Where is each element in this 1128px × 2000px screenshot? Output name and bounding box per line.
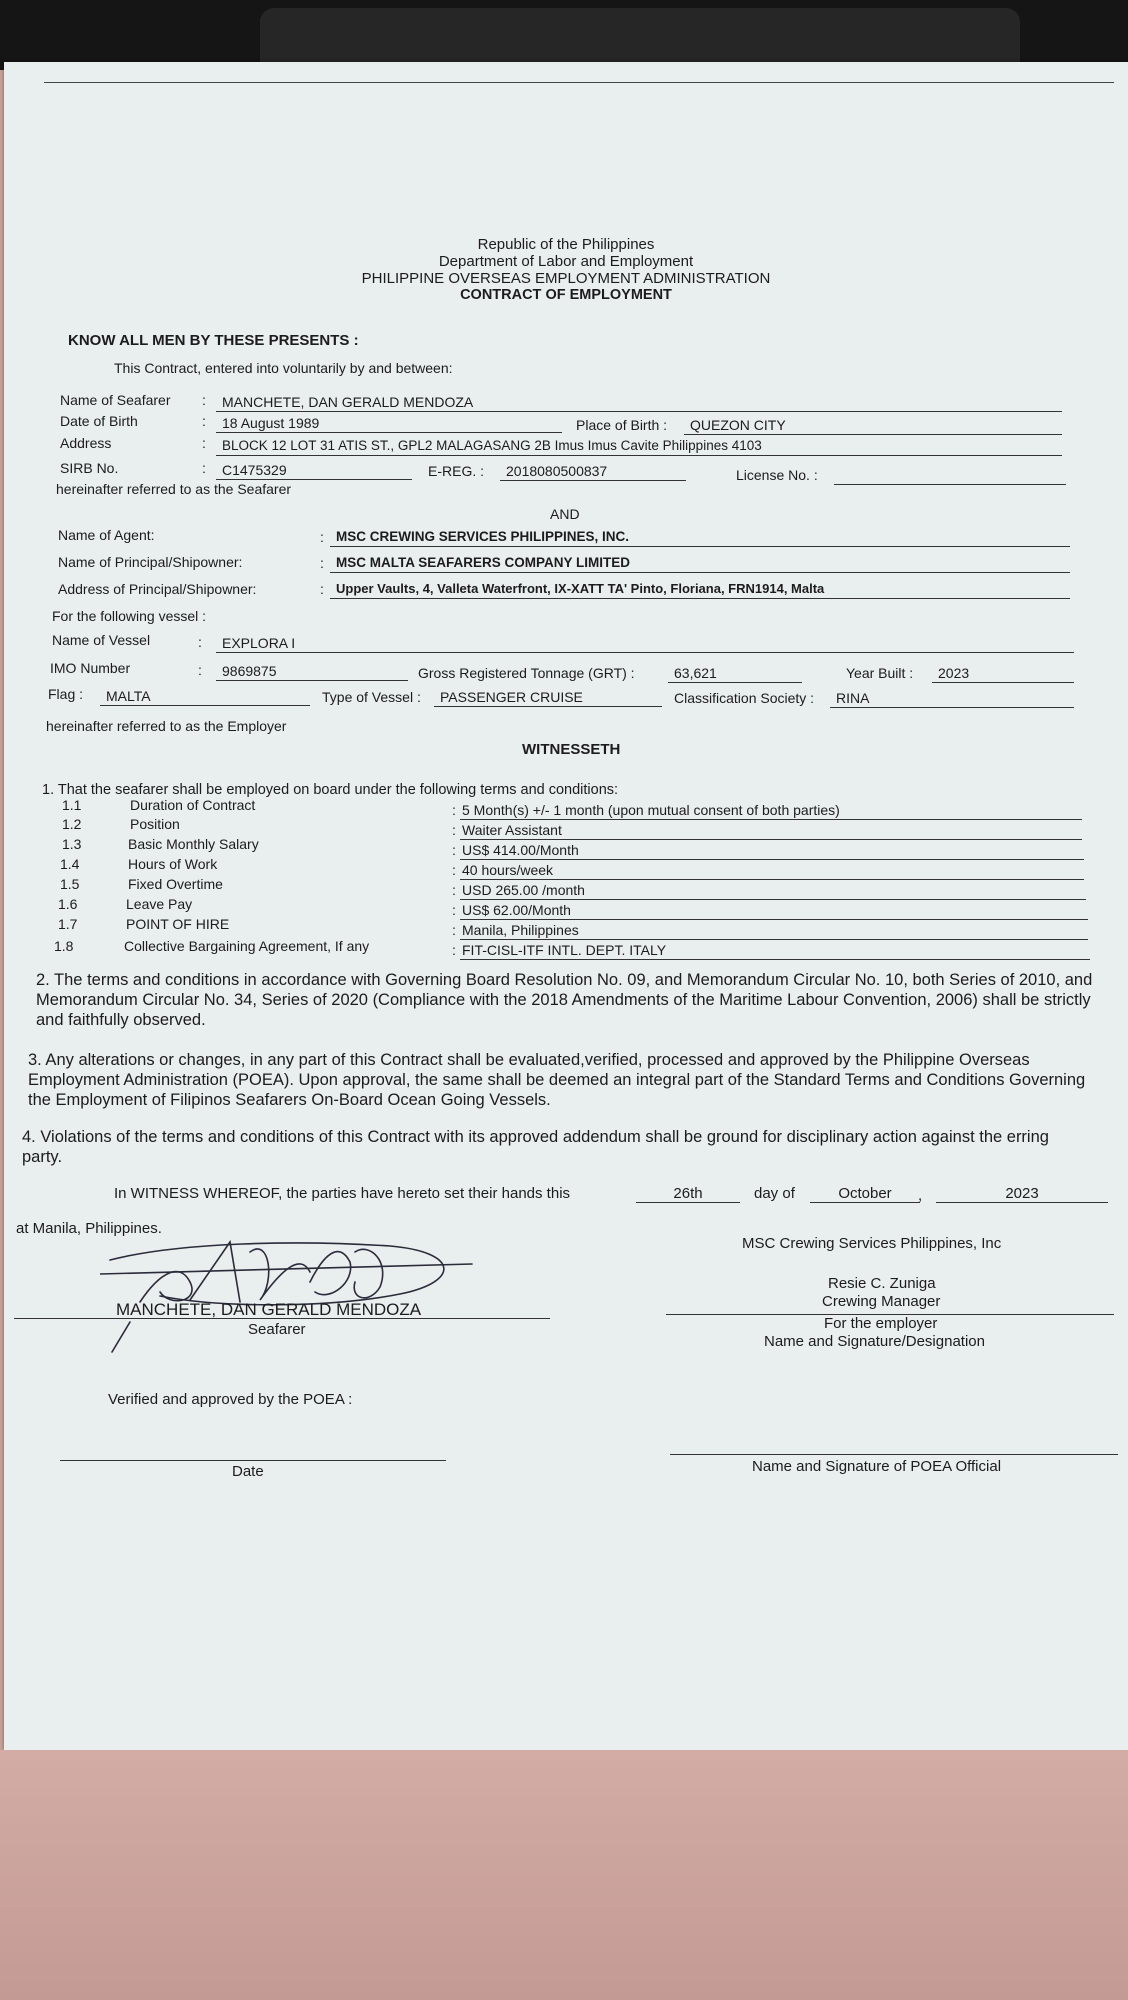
term-label: Hours of Work [128, 856, 218, 872]
employer-referred: hereinafter referred to as the Employer [46, 718, 287, 734]
date-signature-line [60, 1460, 446, 1461]
year-label: Year Built : [846, 665, 914, 681]
vessel-name: EXPLORA I [216, 635, 1074, 653]
header-title: CONTRACT OF EMPLOYMENT [460, 287, 672, 303]
contract-document [4, 62, 1128, 1750]
poea-signature-line [670, 1454, 1118, 1455]
colon: : [320, 581, 324, 597]
verified-text: Verified and approved by the POEA : [108, 1391, 353, 1408]
colon: : [202, 435, 206, 451]
vessel-name-label: Name of Vessel [52, 632, 151, 648]
year-value: 2023 [932, 665, 1074, 683]
term-number: 1.4 [60, 856, 80, 872]
colon: : [452, 842, 456, 858]
term-value: US$ 414.00/Month [460, 842, 1084, 860]
colon: : [452, 942, 456, 958]
term-label: Collective Bargaining Agreement, If any [124, 938, 370, 954]
colon: : [202, 413, 206, 429]
term-label: POINT OF HIRE [126, 916, 230, 932]
term-value: 5 Month(s) +/- 1 month (upon mutual consent of both parties) [460, 802, 1082, 820]
colon: : [452, 922, 456, 938]
intro-text: This Contract, entered into voluntarily by and between: [114, 360, 453, 376]
grt-value: 63,621 [668, 665, 802, 683]
colon: : [198, 662, 202, 678]
grt-label: Gross Registered Tonnage (GRT) : [418, 665, 635, 681]
term-number: 1.3 [62, 836, 82, 852]
seafarer-signature-icon [100, 1212, 480, 1362]
background-object [260, 8, 1020, 70]
term-label: Fixed Overtime [128, 876, 223, 892]
header-poea: PHILIPPINE OVERSEAS EMPLOYMENT ADMINISTRATION [361, 270, 771, 287]
colon: : [202, 460, 206, 476]
employer-name: Resie C. Zuniga [828, 1275, 936, 1292]
dob-value: 18 August 1989 [216, 415, 562, 433]
poea-label: Name and Signature of POEA Official [752, 1458, 1002, 1475]
vessel-intro: For the following vessel : [52, 608, 207, 624]
term-value: Waiter Assistant [460, 822, 1082, 840]
pob-label: Place of Birth : [576, 417, 668, 433]
term-number: 1.5 [60, 876, 80, 892]
pob-value: QUEZON CITY [684, 417, 1062, 435]
witness-month: October [810, 1185, 920, 1203]
intro-heading: KNOW ALL MEN BY THESE PRESENTS : [68, 332, 359, 349]
term-number: 1.8 [54, 938, 74, 954]
principal-label: Name of Principal/Shipowner: [58, 554, 243, 570]
and-text: AND [550, 506, 580, 522]
witness-comma: , [918, 1187, 923, 1204]
employer-for: For the employer [824, 1315, 938, 1332]
witness-day-of: day of [754, 1185, 795, 1202]
colon: : [202, 392, 206, 408]
seafarer-name: MANCHETE, DAN GERALD MENDOZA [216, 394, 1062, 412]
address-label: Address [60, 435, 112, 451]
seafarer-role: Seafarer [248, 1321, 306, 1338]
date-label: Date [232, 1463, 264, 1480]
license-value [834, 467, 1066, 485]
flag-label: Flag : [48, 686, 84, 702]
principal-address-label: Address of Principal/Shipowner: [58, 581, 257, 597]
witness-text: In WITNESS WHEREOF, the parties have hereto set their hands this [114, 1185, 571, 1202]
header-republic: Republic of the Philippines [477, 236, 655, 253]
colon: : [320, 555, 324, 571]
term-value: USD 265.00 /month [460, 882, 1086, 900]
term-label: Leave Pay [126, 896, 193, 912]
employer-title: Crewing Manager [822, 1293, 941, 1310]
principal-value: MSC MALTA SEAFARERS COMPANY LIMITED [330, 555, 1070, 573]
vessel-type-value: PASSENGER CRUISE [434, 689, 662, 707]
seafarer-name-label: Name of Seafarer [60, 392, 171, 408]
witness-day: 26th [636, 1185, 740, 1203]
seafarer-referred: hereinafter referred to as the Seafarer [56, 481, 292, 497]
license-label: License No. : [736, 467, 818, 483]
term-label: Position [130, 816, 180, 832]
term-value: US$ 62.00/Month [460, 902, 1088, 920]
dob-label: Date of Birth [60, 413, 138, 429]
employer-caption: Name and Signature/Designation [764, 1333, 985, 1350]
term-number: 1.6 [58, 896, 78, 912]
class-label: Classification Society : [674, 690, 815, 706]
term-label: Duration of Contract [130, 797, 256, 813]
class-value: RINA [830, 690, 1074, 708]
colon: : [452, 862, 456, 878]
vessel-type-label: Type of Vessel : [322, 689, 421, 705]
colon: : [452, 802, 456, 818]
term-number: 1.7 [58, 916, 78, 932]
sirb-label: SIRB No. [60, 460, 119, 476]
colon: : [198, 634, 202, 650]
agent-label: Name of Agent: [58, 527, 155, 543]
colon: : [320, 529, 324, 545]
ereg-value: 2018080500837 [500, 463, 686, 481]
witness-year: 2023 [936, 1185, 1108, 1203]
paragraph-4: 4. Violations of the terms and conditions of this Contract with its approved addendum shall be ground for disciplinary action against the erring party. [22, 1128, 1049, 1166]
witnesseth-heading: WITNESSETH [522, 741, 621, 758]
colon: : [452, 882, 456, 898]
employer-company: MSC Crewing Services Philippines, Inc [742, 1235, 1002, 1252]
paragraph-3: 3. Any alterations or changes, in any part of this Contract shall be evaluated,verified, processed and approved by the Philippine Overseas Employment Administration (POEA). Upon approval, the same shall be deemed an integral part of the Standard Terms and Conditions Governing the Employment of Filipinos Seafarers On-Board Ocean Going Vessels. [28, 1051, 1086, 1109]
ereg-label: E-REG. : [428, 463, 485, 479]
paragraph-2: 2. The terms and conditions in accordance with Governing Board Resolution No. 09, and Memorandum Circular No. 10, both Series of 2010, and Memorandum Circular No. 34, Series of 2020 (Compliance with the 2018 Amendments of the Maritime Labour Convention, 2006) shall be strictly and faithfully observed. [36, 971, 1093, 1029]
term-value: FIT-CISL-ITF INTL. DEPT. ITALY [460, 942, 1090, 960]
address-value: BLOCK 12 LOT 31 ATIS ST., GPL2 MALAGASANG 2B Imus Imus Cavite Philippines 4103 [216, 438, 1062, 456]
sirb-value: C1475329 [216, 462, 412, 480]
seafarer-signature-name: MANCHETE, DAN GERALD MENDOZA [116, 1300, 422, 1319]
term-number: 1.2 [62, 816, 82, 832]
term-value: 40 hours/week [460, 862, 1084, 880]
top-rule [44, 82, 1114, 83]
header-department: Department of Labor and Employment [438, 253, 694, 270]
witness-place: at Manila, Philippines. [16, 1220, 162, 1237]
colon: : [452, 902, 456, 918]
principal-address-value: Upper Vaults, 4, Valleta Waterfront, IX-XATT TA' Pinto, Floriana, FRN1914, Malta [330, 581, 1070, 599]
terms-intro: 1. That the seafarer shall be employed on board under the following terms and conditions: [42, 782, 619, 798]
imo-value: 9869875 [216, 663, 408, 681]
term-value: Manila, Philippines [460, 922, 1088, 940]
imo-label: IMO Number [50, 660, 131, 676]
flag-value: MALTA [100, 688, 310, 706]
term-label: Basic Monthly Salary [128, 836, 259, 852]
background-surface [0, 1750, 1128, 2000]
colon: : [452, 822, 456, 838]
term-number: 1.1 [62, 797, 82, 813]
agent-value: MSC CREWING SERVICES PHILIPPINES, INC. [330, 529, 1070, 547]
